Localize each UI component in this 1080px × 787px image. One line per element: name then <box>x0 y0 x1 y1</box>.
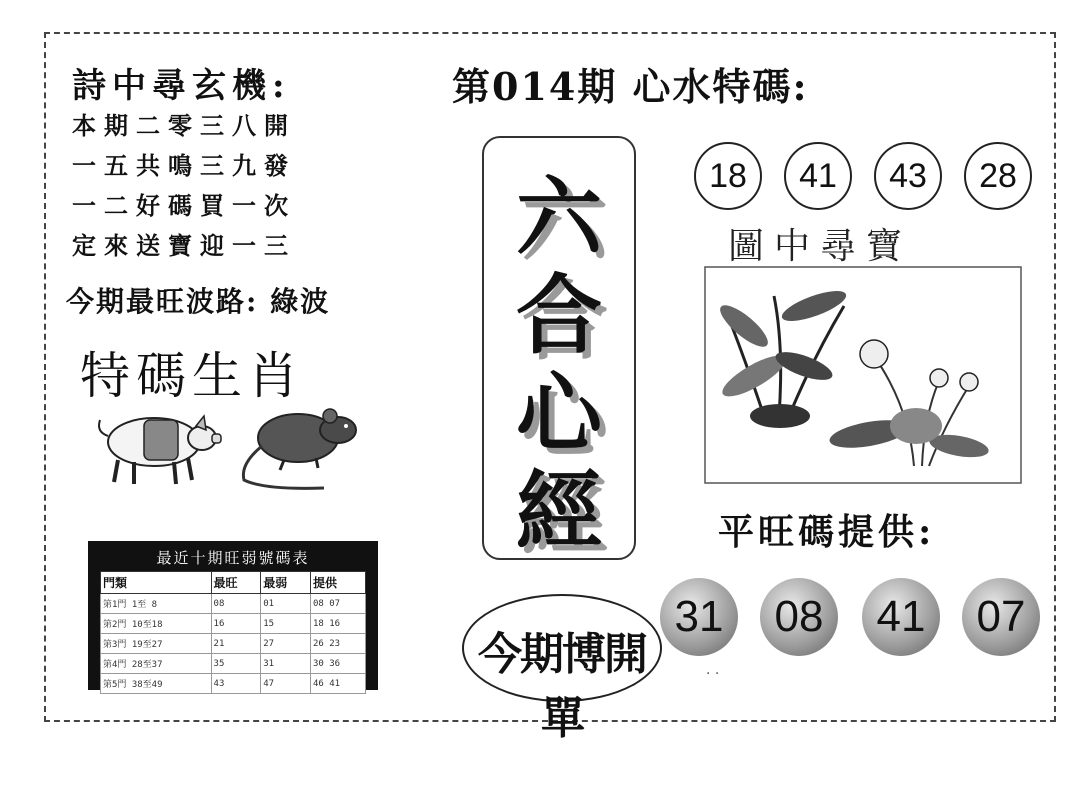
poem-line-3: 一二好碼買一次 <box>72 191 296 220</box>
provide-number-ball: 08 <box>760 578 838 656</box>
table-cell: 15 <box>261 614 311 634</box>
table-header: 提供 <box>310 572 365 594</box>
table-cell: 47 <box>261 674 311 694</box>
special-number-ball: 41 <box>784 142 852 210</box>
table-row <box>101 654 366 674</box>
provide-number-ball: 41 <box>862 578 940 656</box>
rat-icon <box>234 404 362 496</box>
table-cell: 08 <box>211 594 261 614</box>
vertical-title-char: 心 <box>516 363 602 464</box>
wave-line: 今期最旺波路: 綠波 <box>66 285 331 318</box>
table-cell: 30 36 <box>310 654 365 674</box>
table-cell: 18 16 <box>310 614 365 634</box>
flower-picture <box>704 266 1022 484</box>
zodiac-title: 特碼生肖 <box>80 347 304 405</box>
table-cell: 16 <box>211 614 261 634</box>
table-row <box>101 674 366 694</box>
table-cell: 第1門 1至 8 <box>101 594 212 614</box>
table-cell: 第2門 10至18 <box>101 614 212 634</box>
hot-cold-table-panel <box>88 541 378 690</box>
table-row <box>101 614 366 634</box>
poem-title: 詩中尋玄機: <box>72 66 291 106</box>
table-cell: 21 <box>211 634 261 654</box>
poem-line-1: 本期二零三八開 <box>72 111 296 140</box>
vertical-title-char: 合 <box>516 265 602 366</box>
table-cell: 31 <box>261 654 311 674</box>
provide-number-ball: 31 <box>660 578 738 656</box>
table-cell: 35 <box>211 654 261 674</box>
table-row <box>101 594 366 614</box>
table-row <box>101 634 366 654</box>
special-number-ball: 43 <box>874 142 942 210</box>
table-header: 最弱 <box>261 572 311 594</box>
special-number-ball: 28 <box>964 142 1032 210</box>
vertical-title-char: 經 <box>516 461 602 562</box>
issue-title: 第014期 心水特碼: <box>452 64 809 109</box>
table-cell: 08 07 <box>310 594 365 614</box>
table-cell: 01 <box>261 594 311 614</box>
single-label-oval <box>462 594 662 744</box>
table-cell: 第3門 19至27 <box>101 634 212 654</box>
table-cell: 第5門 38至49 <box>101 674 212 694</box>
treasure-title: 圖中尋寶 <box>728 226 913 267</box>
table-title: 最近十期旺弱號碼表 <box>156 549 310 567</box>
provide-title: 平旺碼提供: <box>718 511 936 553</box>
pig-icon <box>88 408 223 486</box>
single-label-text: 今期博開單 <box>478 629 646 744</box>
table-header: 門類 <box>101 572 212 594</box>
provide-number-ball: 07 <box>962 578 1040 656</box>
vertical-title-char: 六 <box>516 167 602 268</box>
poem-line-2: 一五共鳴三九發 <box>72 151 296 180</box>
special-number-ball: 18 <box>694 142 762 210</box>
poem-line-4: 定來送寶迎一三 <box>72 231 296 260</box>
table-cell: 26 23 <box>310 634 365 654</box>
table-header: 最旺 <box>211 572 261 594</box>
dots: . . <box>706 662 720 678</box>
hot-cold-table <box>100 571 366 694</box>
table-cell: 46 41 <box>310 674 365 694</box>
table-cell: 43 <box>211 674 261 694</box>
table-cell: 第4門 28至37 <box>101 654 212 674</box>
table-cell: 27 <box>261 634 311 654</box>
vertical-title-box <box>482 136 636 560</box>
